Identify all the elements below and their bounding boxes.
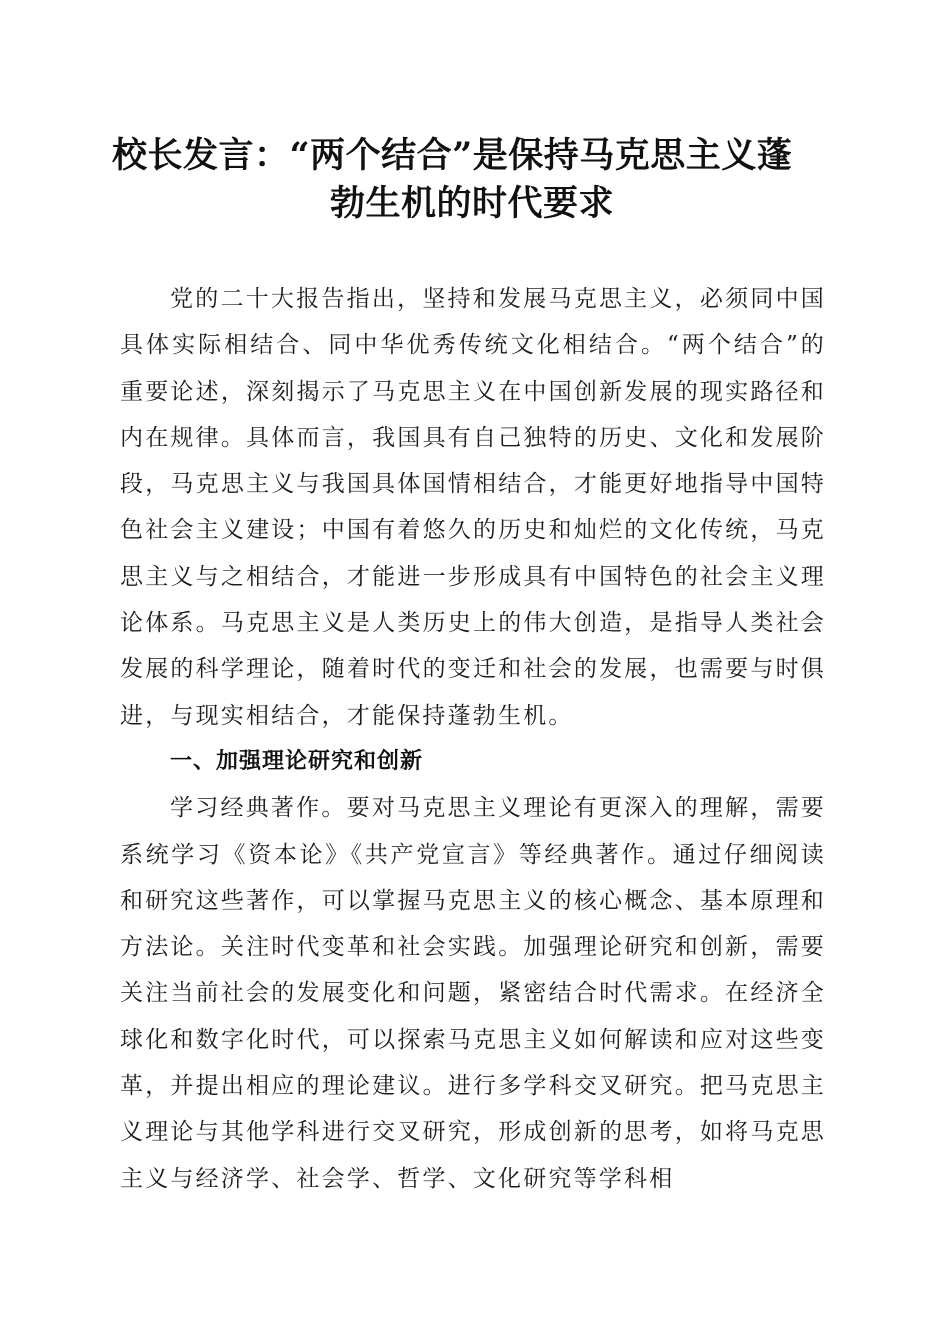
document-body — [120, 276, 826, 1202]
title-line-1: 校长发言：“两个结合”是保持马克思主义蓬 — [112, 135, 793, 176]
section-heading-1: 一、加强理论研究和创新 — [170, 748, 424, 774]
body-paragraph-1: 党的二十大报告指出，坚持和发展马克思主义，必须同中国具体实际相结合、同中华优秀传统文化相结合。“两个结合”的重要论述，深刻揭示了马克思主义在中国创新发展的现实路径和内在规律。具体而言，我国具有自己独特的历史、文化和发展阶段，马克思主义与我国具体国情相结合，才能更好地指导中国特色社会主义建设；中国有着悠久的历史和灿烂的文化传统，马克思主义与之相结合，才能进一步形成具有中国特色的社会主义理论体系。马克思主义是人类历史上的伟大创造，是指导人类社会发展的科学理论，随着时代的变迁和社会的发展，也需要与时俱进，与现实相结合，才能保持蓬勃生机。 — [120, 286, 826, 729]
body-paragraph-2: 学习经典著作。要对马克思主义理论有更深入的理解，需要系统学习《资本论》《共产党宣言》等经典著作。通过仔细阅读和研究这些著作，可以掌握马克思主义的核心概念、基本原理和方法论。关注时代变革和社会实践。加强理论研究和创新，需要关注当前社会的发展变化和问题，紧密结合时代需求。在经济全球化和数字化时代，可以探索马克思主义如何解读和应对这些变革，并提出相应的理论建议。进行多学科交叉研究。把马克思主义理论与其他学科进行交叉研究，形成创新的思考，如将马克思主义与经济学、社会学、哲学、文化研究等学科相 — [120, 795, 826, 1192]
title-line-2: 勃生机的时代要求 — [329, 183, 614, 224]
document-title — [112, 132, 832, 228]
